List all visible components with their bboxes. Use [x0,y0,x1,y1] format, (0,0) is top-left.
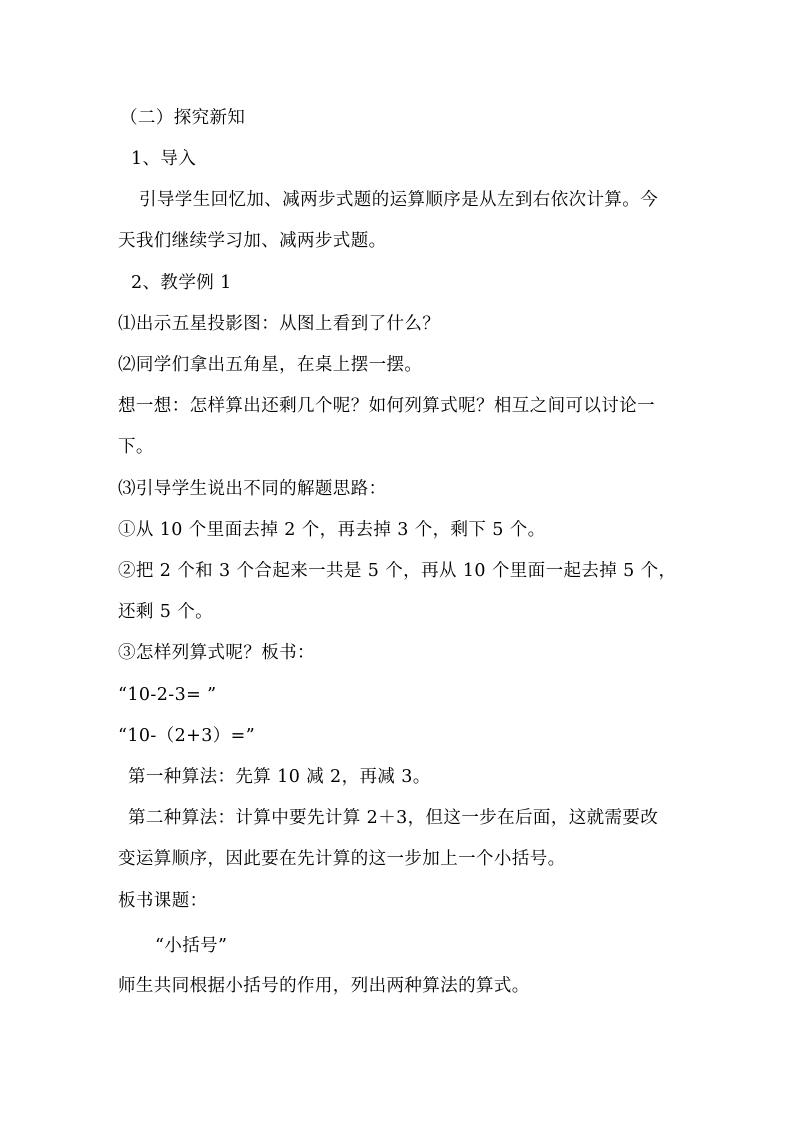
paragraph-line: 第二种算法：计算中要先计算 2＋3，但这一步在后面，这就需要改 [128,808,659,828]
paragraph-line: 第一种算法：先算 10 减 2，再减 3。 [128,767,431,787]
paragraph-line: 天我们继续学习加、减两步式题。 [118,231,387,251]
paragraph-line: 板书课题： [118,891,208,911]
paragraph-line: 变运算顺序，因此要在先计算的这一步加上一个小括号。 [118,849,566,869]
paragraph-line: ⑵同学们拿出五角星，在桌上摆一摆。 [118,355,423,375]
paragraph-line: ⑴出示五星投影图：从图上看到了什么？ [118,314,441,334]
paragraph-line: 还剩 5 个。 [118,602,214,622]
formula-line: “10-（2+3）=” [118,726,256,746]
paragraph-line: ③怎样列算式呢？板书： [118,643,315,663]
paragraph-line: 下。 [118,437,154,457]
paragraph-line: 师生共同根据小括号的作用，列出两种算法的算式。 [118,976,530,996]
lesson-title: “小括号” [155,936,228,956]
section-heading: （二）探究新知 [120,108,246,128]
subsection-heading-example: 2、教学例 1 [131,273,232,293]
paragraph-line: ①从 10 个里面去掉 2 个，再去掉 3 个，剩下 5 个。 [118,520,546,540]
paragraph-line: 想一想：怎样算出还剩几个呢？如何列算式呢？相互之间可以讨论一 [118,396,655,416]
formula-line: “10-2-3= ” [118,685,217,705]
paragraph-line: 引导学生回忆加、减两步式题的运算顺序是从左到右依次计算。今 [139,190,659,210]
paragraph-line: ②把 2 个和 3 个合起来一共是 5 个，再从 10 个里面一起去掉 5 个， [118,561,677,581]
subsection-heading-intro: 1、导入 [131,149,197,169]
paragraph-line: ⑶引导学生说出不同的解题思路： [118,479,387,499]
